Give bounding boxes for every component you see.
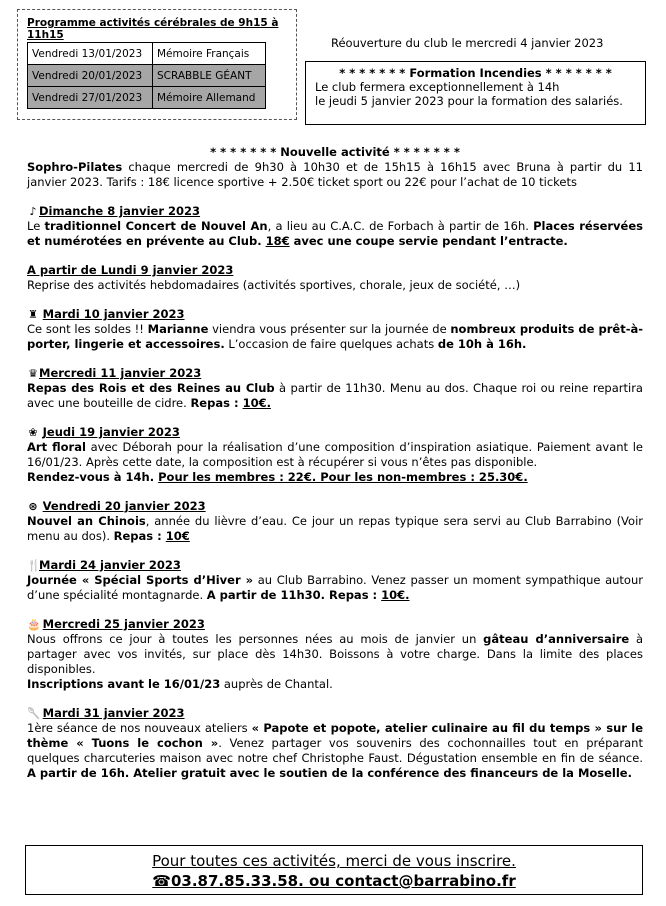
event-text-bold: Art floral [27, 440, 86, 454]
footer-contact [26, 871, 642, 891]
event-date: Mardi 31 janvier 2023 [42, 706, 185, 720]
event-text-bold: Repas : [113, 529, 166, 543]
fork-knife-icon: 🍴 [27, 559, 41, 572]
event-price: 18€ [265, 234, 290, 248]
formation-line: Le club fermera exceptionnellement à 14h [315, 80, 560, 94]
event-price: 10€ [165, 529, 190, 543]
chinese-symbol-icon: ⊛ [28, 500, 38, 513]
event-date: Jeudi 19 janvier 2023 [42, 425, 180, 439]
phone-icon: ☎ [152, 872, 171, 890]
event-text: , a lieu au C.A.C. de Forbach à partir de 16h. [267, 219, 534, 233]
programme-activity: SCRABBLE GÉANT [153, 65, 266, 87]
event-text-bold: Repas des Rois et des Reines au Club [27, 381, 275, 395]
event-date: A partir de Lundi 9 janvier 2023 [27, 263, 234, 277]
event-price: 10€. [381, 588, 410, 602]
event-text-bold: de 10h à 16h. [437, 337, 527, 351]
event-atelier-culinaire [27, 706, 643, 781]
event-anniversaire [27, 617, 643, 692]
cake-icon: 🎂 [27, 618, 41, 631]
event-date: Mardi 24 janvier 2023 [39, 558, 181, 572]
programme-row [28, 43, 266, 65]
event-text-bold: A partir de 11h30. Repas : [206, 588, 382, 602]
event-text-bold: Nouvel an Chinois [27, 514, 146, 528]
formation-line: le jeudi 5 janvier 2023 pour la formation des salariés. [315, 94, 623, 108]
crown-icon: ♛ [28, 367, 38, 380]
event-text-bold: nombreux produits de prêt-à-porter, lingerie et accessoires. [27, 322, 644, 351]
event-text: avec Déborah pour la réalisation d’une composition d’inspiration asiatique. Paiement avant le 16/01/23. Après cette date, la composition est à récupérer si vous n’êtes pas disponible. [27, 440, 643, 469]
event-sports-hiver [27, 558, 643, 603]
event-text: Reprise des activités hebdomadaires (activités sportives, chorale, jeux de société, …) [27, 278, 521, 292]
programme-date: Vendredi 20/01/2023 [28, 65, 153, 87]
programme-title: Programme activités cérébrales de 9h15 à 11h15 [27, 17, 279, 41]
event-text-bold: A partir de 16h. Atelier gratuit avec le soutien de la conférence des financeurs de la Moselle. [27, 766, 632, 780]
event-art-floral [27, 425, 643, 485]
event-text-bold: Rendez-vous à 14h. [27, 470, 159, 484]
flower-icon: ❀ [28, 426, 38, 439]
event-rois [27, 366, 643, 411]
event-text: au Club Barrabino. Venez passer un moment sympathique autour d’une spécialité montagnarde. [27, 573, 643, 602]
event-text: 1ère séance de nos nouveaux ateliers [27, 721, 252, 735]
programme-date: Vendredi 27/01/2023 [28, 87, 153, 109]
event-date: Vendredi 20 janvier 2023 [42, 499, 206, 513]
programme-activity: Mémoire Allemand [153, 87, 266, 109]
footer-box [25, 845, 643, 895]
programme-row [28, 65, 266, 87]
reopening-notice: Réouverture du club le mercredi 4 janvier 2023 [331, 36, 604, 50]
event-price: 10€. [242, 396, 271, 410]
event-price: Pour les membres : 22€. Pour les non-membres : 25.30€. [158, 470, 528, 484]
event-date: Mercredi 25 janvier 2023 [42, 617, 205, 631]
event-text-bold: traditionnel Concert de Nouvel An [44, 219, 268, 233]
new-activity-name: Sophro-Pilates [27, 160, 123, 174]
event-text-bold: Repas : [190, 396, 243, 410]
event-text-bold: avec une coupe servie pendant l’entracte. [289, 234, 568, 248]
footer-line1: Pour toutes ces activités, merci de vous inscrire. [152, 852, 516, 870]
new-activity-heading: * * * * * * * Nouvelle activité * * * * * * * [210, 145, 460, 159]
event-date: Dimanche 8 janvier 2023 [39, 204, 201, 218]
programme-row [28, 87, 266, 109]
event-text: , année du lièvre d’eau. Ce jour un repas typique sera servi au Club Barrabino (Voir menu au dos). [27, 514, 643, 543]
event-text-bold: Places réservées et numérotées en prévente au Club. [27, 219, 643, 248]
event-text: Nous offrons ce jour à toutes les personnes nées au mois de janvier un [27, 632, 484, 646]
chess-rook-icon: ♜ [28, 308, 38, 321]
music-note-icon: ♪ [29, 205, 37, 218]
programme-activity: Mémoire Français [153, 43, 266, 65]
new-activity-text [27, 160, 643, 190]
event-text: à partager avec vos invités, sur place dès 14h30. Boissons à votre charge. Dans la limite des places disponibles. [27, 632, 644, 676]
footer-contact-text: 03.87.85.33.58. ou contact@barrabino.fr [170, 872, 516, 890]
event-date: Mercredi 11 janvier 2023 [39, 366, 202, 380]
event-concert [27, 204, 643, 249]
event-text: à partir de 11h30. Menu au dos. Chaque roi ou reine repartira avec une bouteille de cidre. [27, 381, 643, 410]
event-text: L’occasion de faire quelques achats [224, 337, 438, 351]
events-content [27, 145, 643, 795]
event-text: Ce sont les soldes !! [27, 322, 148, 336]
formation-box [305, 61, 646, 125]
event-text: viendra vous présenter sur la journée de [208, 322, 451, 336]
programme-date: Vendredi 13/01/2023 [28, 43, 153, 65]
new-activity-description: chaque mercredi de 9h30 à 10h30 et de 15h15 à 16h15 avec Bruna à partir du 11 janvier 2023. Tarifs : 18€ licence sportive + 2.50€ ticket sport ou 22€ pour l’achat de 10 tickets [27, 160, 643, 189]
event-nouvel-an-chinois [27, 499, 643, 544]
programme-table [27, 42, 266, 109]
event-date: Mardi 10 janvier 2023 [42, 307, 185, 321]
formation-title: * * * * * * * Formation Incendies * * * * * * * [339, 66, 612, 80]
event-text-bold: gâteau d’anniversaire [483, 632, 630, 646]
event-text-bold: Inscriptions avant le 16/01/23 [27, 677, 221, 691]
event-text-bold: « Papote et popote, atelier culinaire au fil du temps » sur le thème « Tuons le cochon » [27, 721, 643, 750]
event-reprise [27, 263, 643, 293]
event-soldes [27, 307, 643, 352]
spoon-icon: 🥄 [27, 707, 41, 720]
event-text-bold: Marianne [147, 322, 209, 336]
event-text: auprès de Chantal. [220, 677, 333, 691]
event-text: . Venez partager vos souvenirs des cochonnailles tout en préparant quelques charcuteries maison avec notre chef Christophe Faust. Dégustation ensemble en fin de séance. [27, 736, 643, 765]
event-text-bold: Journée « Spécial Sports d’Hiver » [27, 573, 254, 587]
event-text: Le [27, 219, 45, 233]
programme-box [17, 9, 297, 120]
